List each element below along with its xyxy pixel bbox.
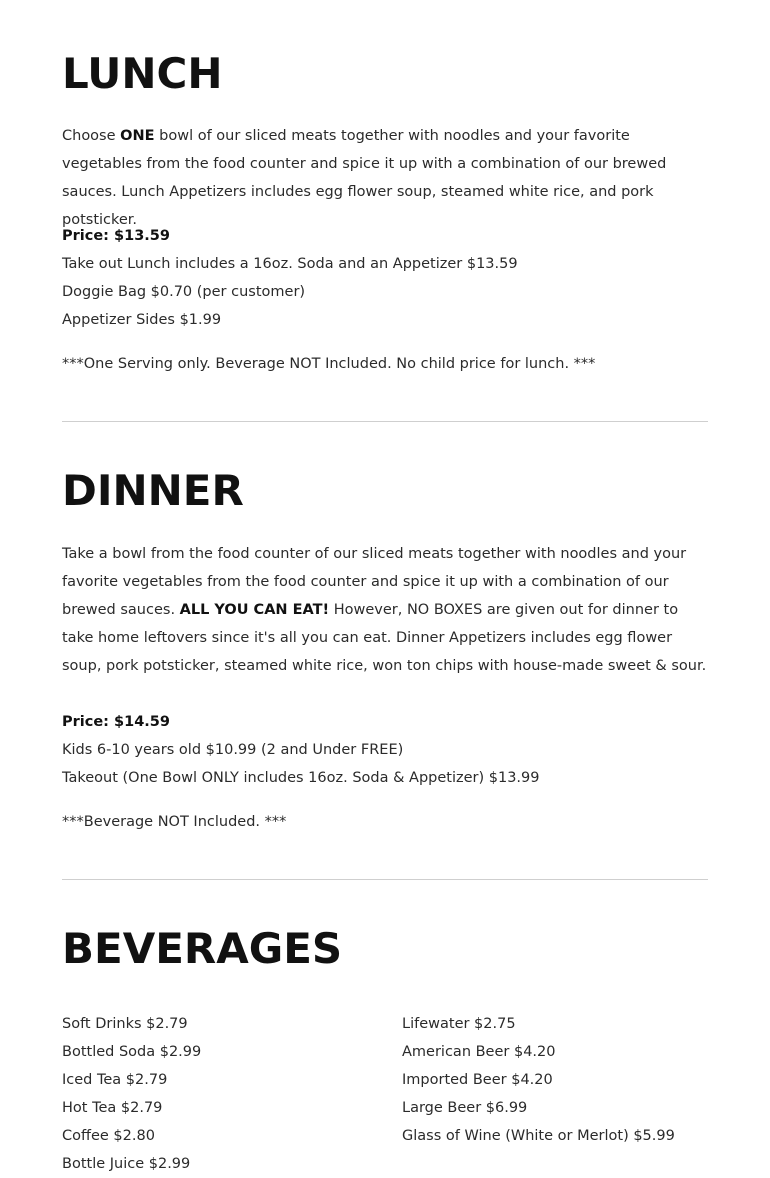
- lunch-note: ***One Serving only. Beverage NOT Included. No child price for lunch. ***: [62, 356, 596, 372]
- beverages-title: BEVERAGES: [62, 924, 343, 973]
- section-divider: [62, 879, 708, 880]
- lunch-price: Price: $13.59: [62, 228, 170, 244]
- dinner-price: Price: $14.59: [62, 714, 170, 730]
- list-item: Glass of Wine (White or Merlot) $5.99: [402, 1128, 675, 1144]
- dinner-description-emphasis: ALL YOU CAN EAT!: [179, 602, 330, 618]
- list-item: Bottle Juice $2.99: [62, 1156, 191, 1172]
- dinner-kids-line: Kids 6-10 years old $10.99 (2 and Under FREE): [62, 742, 404, 758]
- list-item: Coffee $2.80: [62, 1128, 155, 1144]
- lunch-appetizer-sides-line: Appetizer Sides $1.99: [62, 312, 222, 328]
- dinner-description-start: Take a bowl from the food counter of our sliced meats together with noodles and your favorite vegetables from the food counter and spice it up with a combination of our brewed sauces.: [62, 546, 687, 618]
- lunch-doggie-bag-line: Doggie Bag $0.70 (per customer): [62, 284, 306, 300]
- list-item: Bottled Soda $2.99: [62, 1044, 202, 1060]
- lunch-takeout-line: Take out Lunch includes a 16oz. Soda and an Appetizer $13.59: [62, 256, 518, 272]
- list-item: Lifewater $2.75: [402, 1016, 516, 1032]
- lunch-description-end: bowl of our sliced meats together with noodles and your favorite vegetables from the food counter and spice it up with a combination of our brewed sauces. Lunch Appetizers includes egg flower soup, steamed white rice, and pork potsticker.: [62, 128, 667, 228]
- dinner-description-end: However, NO BOXES are given out for dinner to take home leftovers since it's all you can eat. Dinner Appetizers includes egg flower soup, pork potsticker, steamed white rice, won ton chips with house-made sweet & sour.: [62, 602, 707, 674]
- beverages-right-list: [402, 1010, 675, 1150]
- list-item: Imported Beer $4.20: [402, 1072, 553, 1088]
- list-item: Large Beer $6.99: [402, 1100, 528, 1116]
- list-item: Soft Drinks $2.79: [62, 1016, 188, 1032]
- dinner-note: ***Beverage NOT Included. ***: [62, 814, 287, 830]
- beverages-left-list: [62, 1010, 201, 1178]
- list-item: Iced Tea $2.79: [62, 1072, 168, 1088]
- dinner-description: [62, 540, 708, 680]
- dinner-title: DINNER: [62, 466, 244, 515]
- section-divider: [62, 421, 708, 422]
- list-item: American Beer $4.20: [402, 1044, 556, 1060]
- lunch-title: LUNCH: [62, 49, 223, 98]
- list-item: Hot Tea $2.79: [62, 1100, 163, 1116]
- lunch-description-emphasis: ONE: [120, 128, 155, 144]
- dinner-takeout-line: Takeout (One Bowl ONLY includes 16oz. Soda & Appetizer) $13.99: [62, 770, 540, 786]
- lunch-description-start: Choose: [62, 128, 121, 144]
- lunch-description: [62, 122, 708, 234]
